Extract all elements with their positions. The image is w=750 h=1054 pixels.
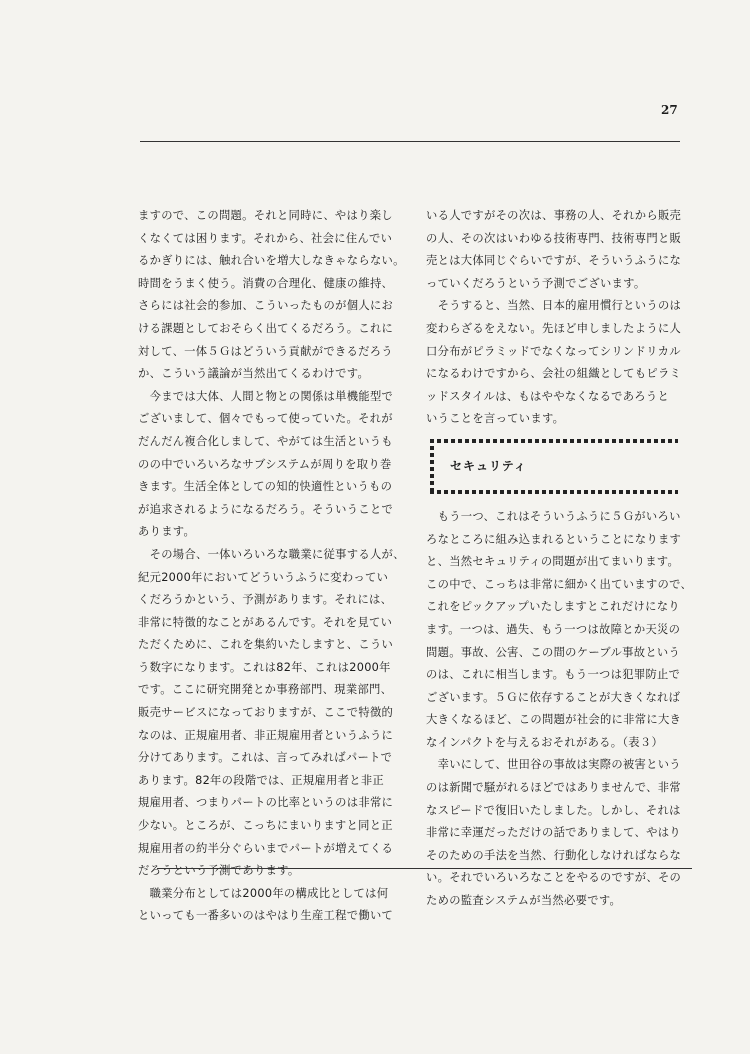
text-line: そうすると、当然、日本的雇用慣行というのは bbox=[426, 299, 682, 313]
text-line: ける課題としておそらく出てくるだろう。これに bbox=[138, 321, 394, 335]
text-line: この中で、こっちは非常に細かく出ていますので、 bbox=[426, 577, 693, 591]
text-line: さらには社会的参加、こういったものが個人にお bbox=[138, 299, 394, 313]
text-line: あります。82年の段階では、正規雇用者と非正 bbox=[138, 773, 385, 787]
right-column-top-text bbox=[426, 205, 691, 431]
text-line: 非常に幸運だっただけの話でありまして、やはり bbox=[426, 826, 681, 840]
text-line: になるわけですから、会社の組織としてもピラミ bbox=[426, 367, 682, 381]
text-line: もう一つ、これはそういうふうに５Ｇがいろい bbox=[426, 509, 681, 523]
text-line: きます。生活全体としての知的快適性というもの bbox=[138, 480, 393, 494]
text-line: 非常に特徴的なことがあるんです。それを見てい bbox=[138, 615, 393, 629]
text-line: か、こういう議論が当然出てくるわけです。 bbox=[138, 367, 370, 381]
text-line: だんだん複合化しまして、やがては生活というも bbox=[138, 434, 393, 448]
text-line: ただくために、これを集約いたしますと、こうい bbox=[138, 638, 394, 652]
text-line: あります。 bbox=[138, 525, 196, 539]
text-line: なインパクトを与えるおそれがある。（表３） bbox=[426, 735, 664, 749]
text-line: その場合、一体いろいろな職業に従事する人が、 bbox=[138, 547, 405, 561]
text-line: ございます。５Ｇに依存することが大きくなれば bbox=[426, 690, 681, 704]
text-line: 大きくなるほど、この問題が社会的に非常に大き bbox=[426, 713, 682, 727]
text-line: といっても一番多いのはやはり生産工程で働いて bbox=[138, 909, 394, 923]
text-line: 対して、一体５Ｇはどういう貢献ができるだろう bbox=[138, 344, 393, 358]
text-line: ろなところに組み込まれるということになります bbox=[426, 532, 682, 546]
section-heading-box bbox=[426, 439, 676, 494]
text-line: くなくては困ります。それから、社会に住んでい bbox=[138, 231, 393, 245]
text-line: 問題。事故、公害、この間のケーブル事故という bbox=[426, 645, 681, 659]
text-line: なのは、正規雇用者、非正規雇用者というふうに bbox=[138, 728, 394, 742]
text-line: と、当然セキュリティの問題が出てまいります。 bbox=[426, 555, 680, 569]
dashed-border-bottom bbox=[430, 490, 678, 494]
text-line: い。それでいろいろなことをやるのですが、その bbox=[426, 871, 682, 885]
dashed-border-left bbox=[430, 439, 434, 494]
text-line: の人、その次はいわゆる技術専門、技術専門と販 bbox=[426, 231, 682, 245]
text-line: いうことを言っています。 bbox=[426, 412, 565, 426]
text-line: いる人ですがその次は、事務の人、それから販売 bbox=[426, 209, 682, 222]
header-rule bbox=[140, 141, 680, 142]
dashed-border-top bbox=[430, 439, 678, 443]
text-line: 変わらざるをえない。先ほど申しましたように人 bbox=[426, 321, 682, 335]
text-line: そのための手法を当然、行動化しなければならな bbox=[426, 848, 682, 862]
right-column bbox=[426, 205, 691, 913]
text-line: 売とは大体同じぐらいですが、そういうふうにな bbox=[426, 254, 682, 268]
text-line: ます。一つは、過失、もう一つは故障とか天災の bbox=[426, 622, 681, 636]
text-line: 紀元2000年においてどういうふうに変わってい bbox=[138, 570, 389, 584]
text-line: が追求されるようになるだろう。そういうことで bbox=[138, 502, 394, 516]
text-line: のの中でいろいろなサブシステムが周りを取り巻 bbox=[138, 457, 392, 471]
text-line: ための監査システムが当然必要です。 bbox=[426, 894, 622, 908]
text-line: です。ここに研究開発とか事務部門、現業部門、 bbox=[138, 683, 393, 697]
left-column bbox=[138, 205, 413, 928]
text-line: 職業分布としては2000年の構成比としては何 bbox=[138, 886, 389, 900]
text-line: だろうという予測であります。 bbox=[138, 864, 300, 878]
text-line: 時間をうまく使う。消費の合理化、健康の維持、 bbox=[138, 276, 394, 290]
text-line: 少ない。ところが、こっちにまいりますと同と正 bbox=[138, 819, 393, 833]
text-line: 今までは大体、人間と物との関係は単機能型で bbox=[138, 389, 394, 403]
text-line: 分けてあります。これは、言ってみればパートで bbox=[138, 751, 393, 765]
page-number: 27 bbox=[661, 103, 678, 117]
text-line: 販売サービスになっておりますが、ここで特徴的 bbox=[138, 706, 394, 720]
text-line: っていくだろうという予測でございます。 bbox=[426, 276, 646, 290]
text-line: のは、これに相当します。もう一つは犯罪防止で bbox=[426, 668, 681, 682]
text-line: ますので、この問題。それと同時に、やはり楽し bbox=[138, 209, 393, 222]
footer-rule bbox=[157, 868, 692, 869]
text-line: るかぎりには、触れ合いを増大しなきゃならない。 bbox=[138, 254, 405, 268]
text-line: 口分布がピラミッドでなくなってシリンドリカル bbox=[426, 344, 681, 358]
text-line: これをピックアップいたしますとこれだけになり bbox=[426, 600, 680, 614]
text-line: なスピードで復旧いたしました。しかし、それは bbox=[426, 803, 681, 817]
text-line: ッドスタイルは、もはややなくなるであろうと bbox=[426, 389, 670, 403]
text-line: 規雇用者の約半分ぐらいまでパートが増えてくる bbox=[138, 841, 394, 855]
text-line: くだろうかという、予測があります。それには、 bbox=[138, 593, 393, 607]
text-line: のは新聞で騒がれるほどではありませんで、非常 bbox=[426, 781, 681, 795]
text-line: 幸いにして、世田谷の事故は実際の被害という bbox=[426, 758, 681, 772]
right-column-bottom-text bbox=[426, 506, 691, 913]
text-line: う数字になります。これは82年、これは2000年 bbox=[138, 660, 391, 674]
section-heading: セキュリティ bbox=[450, 458, 527, 473]
text-line: ございまして、個々でもって使っていた。それが bbox=[138, 412, 393, 426]
text-line: 規雇用者、つまりパートの比率というのは非常に bbox=[138, 796, 394, 810]
